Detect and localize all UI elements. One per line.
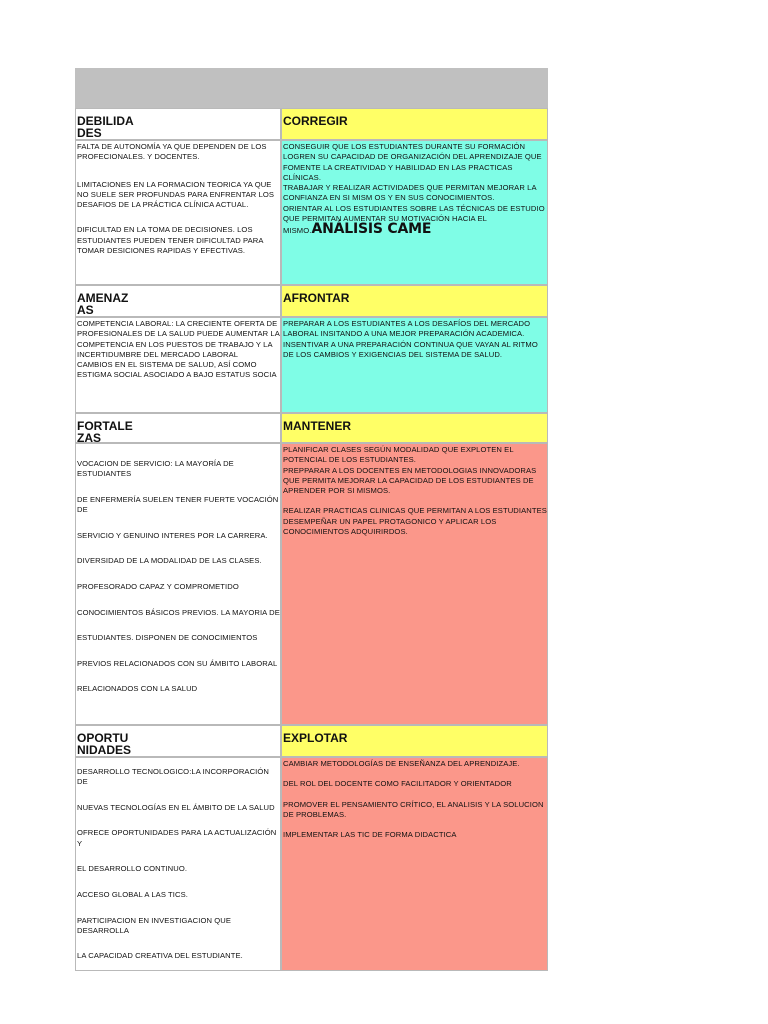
oportunidades-line: PARTICIPACION EN INVESTIGACION QUE DESARROLLA bbox=[77, 915, 232, 935]
corregir-line-prefix: MISMO. bbox=[283, 226, 312, 236]
mantener-line: REALIZAR PRACTICAS CLINICAS QUE PERMITAN A LOS ESTUDIANTES DESEMPEÑAR UN PAPEL PROTAGONICO Y APLICAR LOS CONOCIMIENTOS ADQUIRIRDOS. bbox=[283, 506, 547, 537]
explotar-heading: EXPLOTAR bbox=[283, 731, 348, 745]
debilidades-item: DIFICULTAD EN LA TOMA DE DECISIONES. LOS ESTUDIANTES PUEDEN TENER DIFICULTAD PARA TOMAR DESICIONES RAPIDAS Y EFECTIVAS. bbox=[77, 225, 264, 256]
fortalezas-body bbox=[75, 443, 281, 725]
corregir-line: TRABAJAR Y REALIZAR ACTIVIDADES QUE PERMITAN MEJORAR LA CONFIANZA EN SI MISM OS Y EN SUS CONOCIMIENTOS. bbox=[283, 183, 537, 203]
corregir-heading: CORREGIR bbox=[283, 114, 348, 128]
corregir-body bbox=[281, 140, 548, 285]
debilidades-heading: DEBILIDA DES bbox=[77, 114, 134, 140]
mantener-heading: MANTENER bbox=[283, 419, 351, 433]
corregir-line: ORIENTAR AL LOS ESTUDIANTES SOBRE LAS TÉCNICAS DE ESTUDIO QUE PERMITAN AUMENTAR SU MOTIVACIÓN HACIA EL bbox=[283, 203, 545, 224]
afrontar-line: PREPARAR A LOS ESTUDIANTES A LOS DESAFÍOS DEL MERCADO LABORAL INSITANDO A UNA MEJOR PREPARACIÓN ACADEMICA. bbox=[283, 319, 531, 339]
explotar-header bbox=[281, 725, 548, 757]
oportunidades-heading: OPORTU NIDADES bbox=[77, 731, 132, 757]
mantener-line: PLANIFICAR CLASES SEGÚN MODALIDAD QUE EXPLOTEN EL POTENCIAL DE LOS ESTUDIANTES. bbox=[283, 445, 514, 465]
amenazas-heading: AMENAZ AS bbox=[77, 291, 129, 317]
mantener-header bbox=[281, 413, 548, 443]
oportunidades-line: EL DESARROLLO CONTINUO. bbox=[77, 864, 188, 874]
explotar-line: PROMOVER EL PENSAMIENTO CRÍTICO, EL ANALISIS Y LA SOLUCION DE PROBLEMAS. bbox=[283, 799, 544, 819]
corregir-last-line bbox=[283, 221, 547, 238]
explotar-body bbox=[281, 757, 548, 971]
amenazas-body bbox=[75, 317, 281, 413]
oportunidades-body bbox=[75, 757, 281, 971]
afrontar-heading: AFRONTAR bbox=[283, 291, 350, 305]
oportunidades-line: ACCESO GLOBAL A LAS TICS. bbox=[77, 889, 188, 899]
debilidades-body bbox=[75, 140, 281, 285]
fortalezas-line: DE ENFERMERÍA SUELEN TENER FUERTE VOCACIÓN DE bbox=[77, 494, 279, 515]
amenazas-line: COMPETENCIA LABORAL: LA CRECIENTE OFERTA DE PROFESIONALES DE LA SALUD PUEDE AUMENTAR LA COMPETENCIA EN LOS PUESTOS DE TRABAJO Y LA INCERTIDUMBRE DEL MERCADO LABORAL bbox=[77, 319, 280, 359]
fortalezas-line: SERVICIO Y GENUINO INTERES POR LA CARRERA. bbox=[77, 530, 268, 540]
debilidades-item: LIMITACIONES EN LA FORMACION TEORICA YA QUE NO SUELE SER PROFUNDAS PARA ENFRENTAR LOS DESAFIOS DE LA PRÁCTICA CLÍNICA ACTUAL. bbox=[77, 179, 275, 210]
fortalezas-line: CONOCIMIENTOS BÁSICOS PREVIOS. LA MAYORIA DE bbox=[77, 607, 280, 617]
oportunidades-header bbox=[75, 725, 281, 757]
afrontar-header bbox=[281, 285, 548, 317]
fortalezas-line: RELACIONADOS CON LA SALUD bbox=[77, 684, 198, 694]
oportunidades-line: LA CAPACIDAD CREATIVA DEL ESTUDIANTE. bbox=[77, 951, 243, 961]
oportunidades-line: NUEVAS TECNOLOGÍAS EN EL ÁMBITO DE LA SALUD bbox=[77, 802, 275, 812]
fortalezas-line: PREVIOS RELACIONADOS CON SU ÁMBITO LABORAL bbox=[77, 658, 278, 668]
fortalezas-line: PROFESORADO CAPAZ Y COMPROMETIDO bbox=[77, 581, 239, 591]
fortalezas-line: VOCACION DE SERVICIO: LA MAYORÍA DE ESTUDIANTES bbox=[77, 459, 234, 479]
header-bar bbox=[75, 68, 548, 108]
afrontar-body bbox=[281, 317, 548, 413]
debilidades-header bbox=[75, 108, 281, 140]
oportunidades-line: DESARROLLO TECNOLOGICO:LA INCORPORACIÓN DE bbox=[77, 767, 269, 787]
fortalezas-line: ESTUDIANTES. DISPONEN DE CONOCIMIENTOS bbox=[77, 633, 258, 643]
amenazas-line: CAMBIOS EN EL SISTEMA DE SALUD, ASÍ COMO ESTIGMA SOCIAL ASOCIADO A BAJO ESTATUS SOCIA bbox=[77, 360, 277, 380]
mantener-body bbox=[281, 443, 548, 725]
fortalezas-heading: FORTALE ZAS bbox=[77, 419, 133, 443]
explotar-line: CAMBIAR METODOLOGÍAS DE ENSEÑANZA DEL APRENDIZAJE. bbox=[283, 759, 520, 768]
explotar-line: DEL ROL DEL DOCENTE COMO FACILITADOR Y ORIENTADOR bbox=[283, 779, 512, 789]
corregir-header bbox=[281, 108, 548, 140]
mantener-line: PREPPARAR A LOS DOCENTES EN METODOLOGIAS INNOVADORAS QUE PERMITA MEJORAR LA CAPACIDAD DE LOS ESTUDIANTES DE APRENDER POR SI MISMOS. bbox=[283, 465, 537, 496]
afrontar-line: INSENTIVAR A UNA PREPARACIÓN CONTINUA QUE VAYAN AL RITMO DE LOS CAMBIOS Y EXIGENCIAS DEL SISTEMA DE SALUD. bbox=[283, 339, 538, 359]
fortalezas-header bbox=[75, 413, 281, 443]
explotar-line: IMPLEMENTAR LAS TIC DE FORMA DIDACTICA bbox=[283, 830, 457, 840]
amenazas-header bbox=[75, 285, 281, 317]
debilidades-item: FALTA DE AUTONOMÍA YA QUE DEPENDEN DE LOS PROFECIONALES. Y DOCENTES. bbox=[77, 142, 267, 162]
oportunidades-line: OFRECE OPORTUNIDADES PARA LA ACTUALIZACIÓN Y bbox=[77, 828, 277, 848]
fortalezas-line: DIVERSIDAD DE LA MODALIDAD DE LAS CLASES. bbox=[77, 556, 262, 566]
corregir-line: CONSEGUIR QUE LOS ESTUDIANTES DURANTE SU FORMACIÓN LOGREN SU CAPACIDAD DE ORGANIZACIÓN DEL APRENDIZAJE QUE FOMENTE LA CREATIVIDAD Y HABILIDAD EN LAS PRACTICAS CLÍNICAS. bbox=[283, 142, 542, 182]
analisis-came-title: ANÁLISIS CAME bbox=[311, 221, 432, 238]
